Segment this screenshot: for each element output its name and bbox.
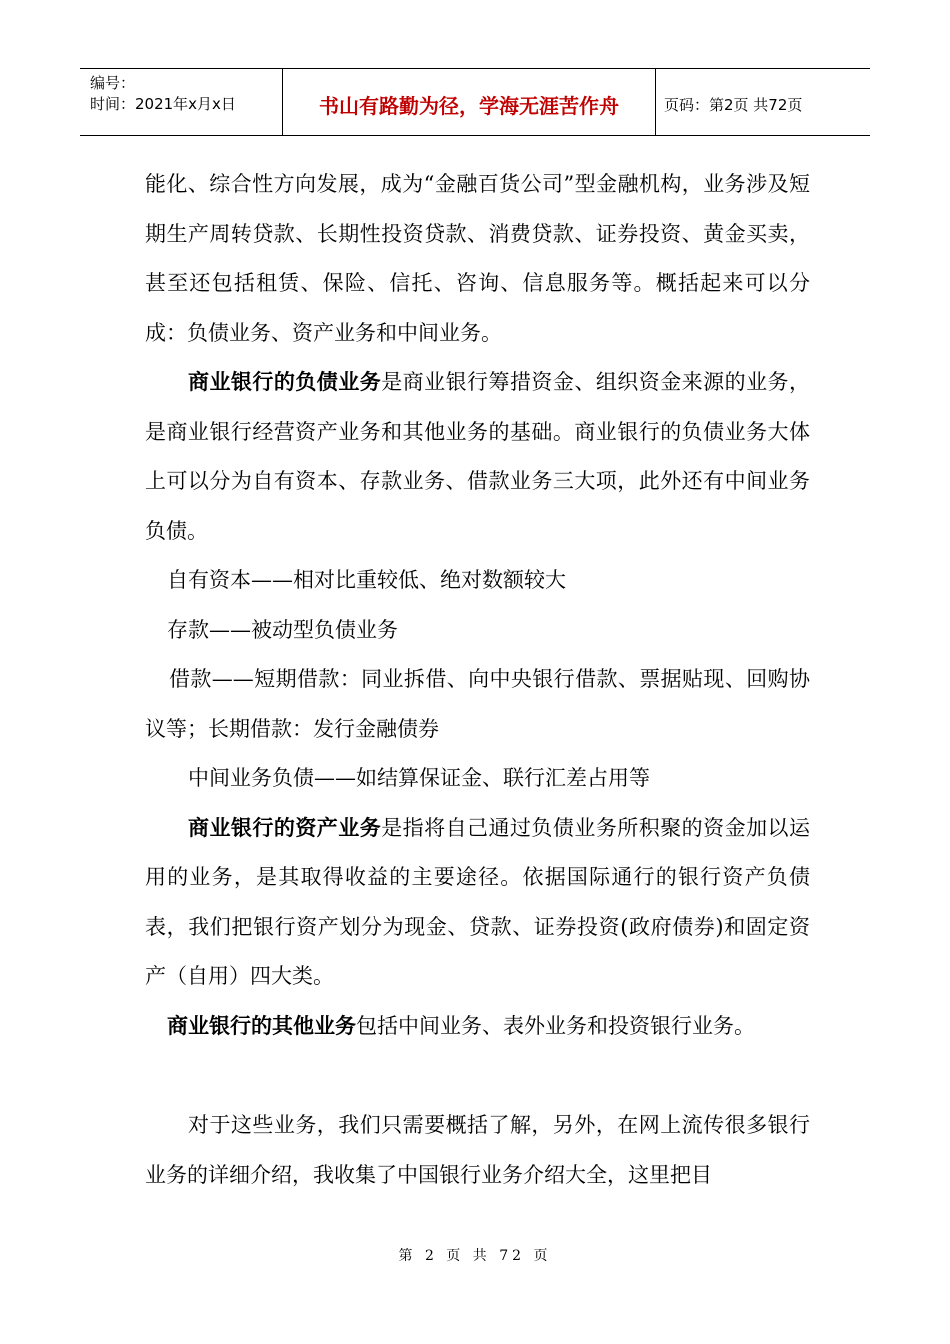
header-page-info: 页码：第2页 共72页 — [664, 95, 803, 114]
paragraph-liability-business — [145, 358, 810, 556]
document-body — [145, 160, 810, 1200]
paragraph-closing: 对于这些业务，我们只需要概括了解，另外，在网上流传很多银行业务的详细介绍，我收集了中国银行业务介绍大全，这里把目 — [145, 1113, 810, 1187]
document-date: 时间：2021年x月x日 — [90, 95, 236, 113]
term-other-business: 商业银行的其他业务 — [167, 1013, 356, 1038]
paragraph-spacer — [145, 1051, 810, 1101]
paragraph-intro: 能化、综合性方向发展，成为“金融百货公司”型金融机构，业务涉及短期生产周转贷款、长期性投资贷款、消费贷款、证券投资、黄金买卖，甚至还包括租赁、保险、信托、咨询、信息服务等。概括起来可以分成：负债业务、资产业务和中间业务。 — [145, 172, 810, 345]
liability-business-text: 是商业银行筹措资金、组织资金来源的业务，是商业银行经营资产业务和其他业务的基础。商业银行的负债业务大体上可以分为自有资本、存款业务、借款业务三大项，此外还有中间业务负债。 — [145, 370, 811, 543]
list-item-intermediary-liabilities: 中间业务负债——如结算保证金、联行汇差占用等 — [188, 766, 650, 790]
document-number-label: 编号： — [90, 74, 136, 92]
list-item-deposits: 存款——被动型负债业务 — [167, 617, 398, 642]
paragraph-other-business — [145, 1002, 810, 1052]
page-footer: 第 2 页 共 72 页 — [398, 1248, 552, 1264]
list-item-borrowings: 借款——短期借款：同业拆借、向中央银行借款、票据贴现、回购协议等；长期借款：发行金融债券 — [145, 667, 810, 741]
header-meta-cell — [80, 69, 283, 135]
term-asset-business: 商业银行的资产业务 — [188, 815, 382, 840]
paragraph-asset-business — [145, 804, 810, 1002]
other-business-text: 包括中间业务、表外业务和投资银行业务。 — [356, 1013, 755, 1038]
header-motto: 书山有路勤为径，学海无涯苦作舟 — [283, 69, 656, 135]
term-liability-business: 商业银行的负债业务 — [188, 370, 382, 394]
list-item-own-capital: 自有资本——相对比重较低、绝对数额较大 — [167, 568, 566, 592]
document-header — [80, 68, 870, 136]
asset-business-text: 是指将自己通过负债业务所积聚的资金加以运用的业务，是其取得收益的主要途径。依据国际通行的银行资产负债表，我们把银行资产划分为现金、贷款、证券投资(政府债券)和固定资产（自用）四大类。 — [145, 815, 811, 988]
